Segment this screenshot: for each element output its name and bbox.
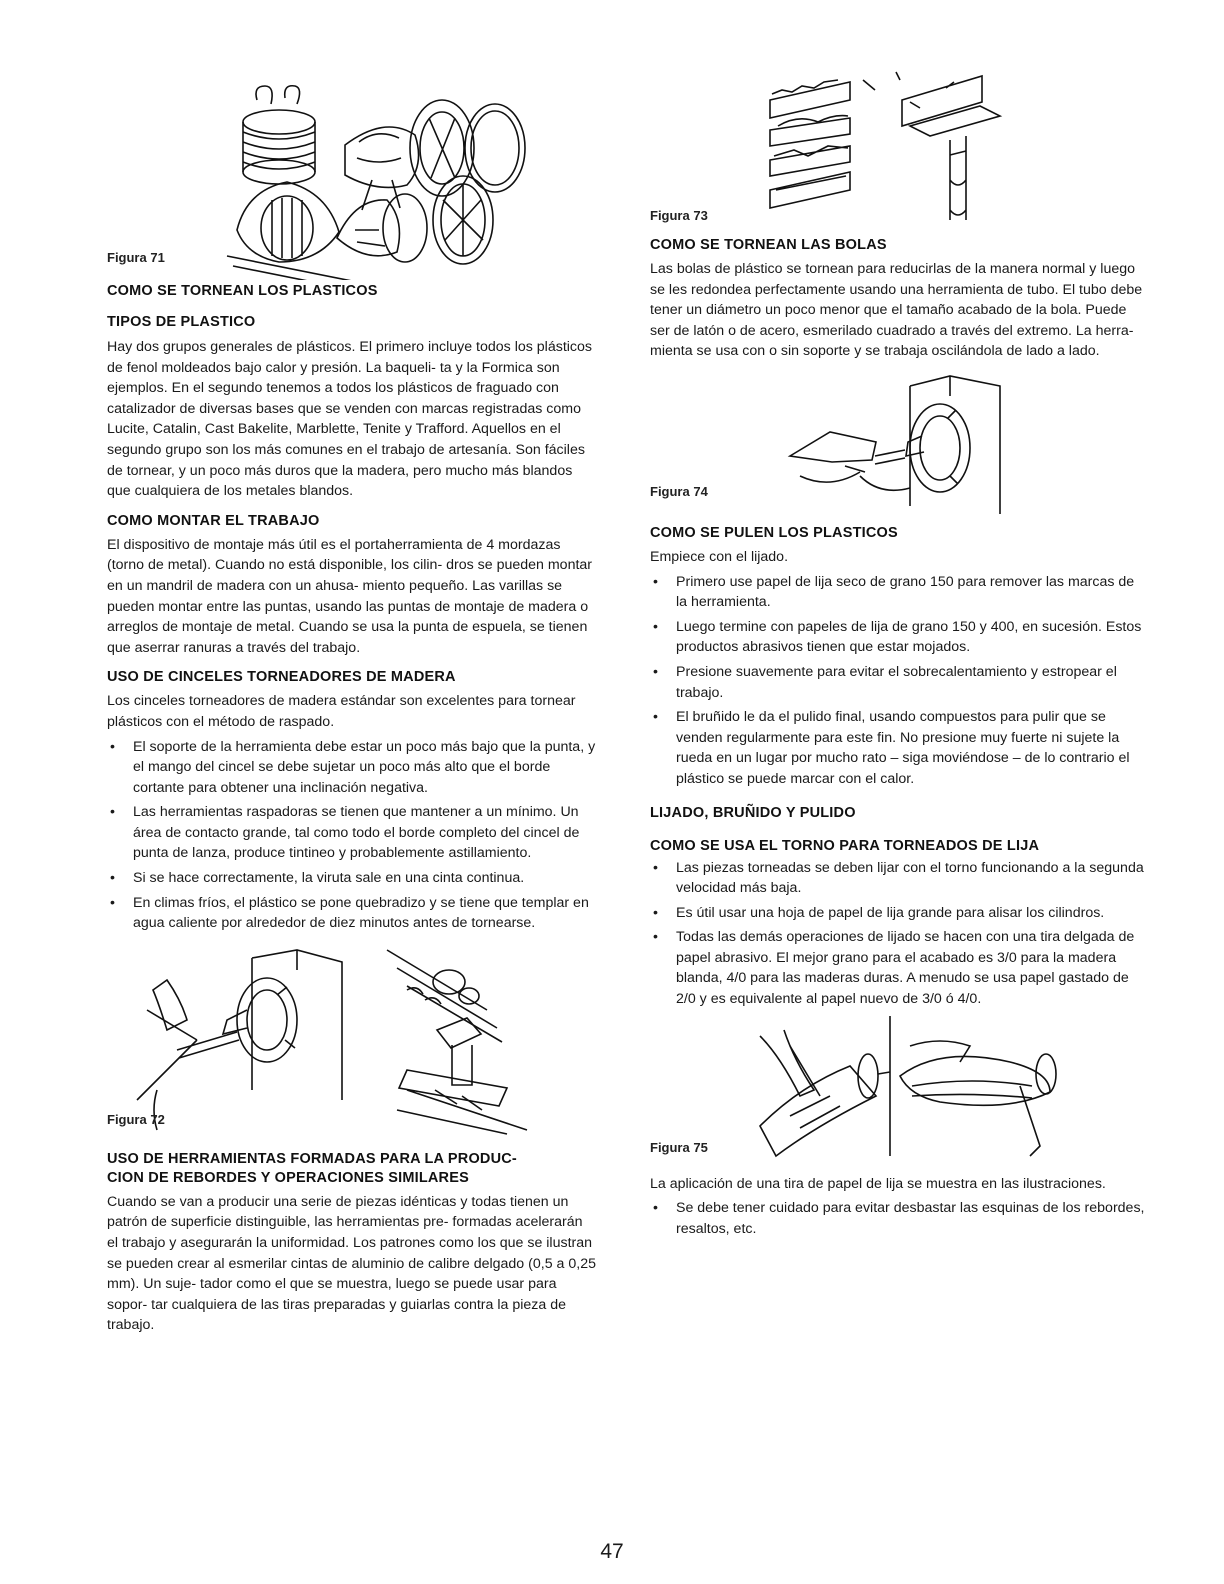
heading-herramientas-formadas-line-1: USO DE HERRAMIENTAS FORMADAS PARA LA PRODUC- <box>107 1150 517 1167</box>
heading-herramientas-formadas-line-2: CION DE REBORDES Y OPERACIONES SIMILARES <box>107 1169 469 1186</box>
paragraph-tipos-de-plastico: Hay dos grupos generales de plásticos. El primero incluye todos los plásticos de fenol moldeados bajo calor y presión. La baqueli- ta y la Formica son ejemplos. En el segundo tenemos a todos los plásticos de fraguado con catalizador de diversas bases que se venden con marcas registradas como Lucite, Catalin, Cast Bakelite, Marblette, Tenite y Trafford. Aquellos en el segundo grupo son los más comunes en el trabajo de artesanía. Son fáciles de tornear, y un poco más duros que la madera, pero mucho más blandos que cualquiera de los metales blandos. <box>107 339 592 500</box>
figure-75 <box>650 1016 1145 1166</box>
figure-72 <box>107 940 597 1138</box>
heading-uso-de-cinceles: USO DE CINCELES TORNEADORES DE MADERA <box>107 669 456 686</box>
figure-74 <box>650 366 1145 514</box>
heading-como-montar-trabajo: COMO MONTAR EL TRABAJO <box>107 512 320 529</box>
paragraph-aplicacion-tira: La aplicación de una tira de papel de lija se muestra en las ilustraciones. <box>650 1175 1106 1192</box>
figure-71-caption: Figura 71 <box>107 250 165 265</box>
right-column <box>650 60 1145 1239</box>
figure-73 <box>650 60 1145 226</box>
list-item: • Es útil usar una hoja de papel de lija grande para alisar los cilindros. <box>653 904 1105 921</box>
heading-tipos-de-plastico: TIPOS DE PLASTICO <box>107 314 256 330</box>
list-pulen <box>650 572 1145 790</box>
figure-71-illustration <box>107 60 597 280</box>
figure-72-illustration <box>107 940 597 1138</box>
left-column <box>107 60 597 1336</box>
list-item: • Las herramientas raspadoras se tienen que mantener a un mínimo. Un área de contacto grande, tal como todo el borde completo del cincel de punta de lanza, produce tintineo y probablemente astillamiento. <box>110 804 580 862</box>
list-item: • El bruñido le da el pulido final, usando compuestos para pulir que se venden regularmente para este fin. No presione muy fuerte ni sujete la rueda en un lugar por mucho rato – siga moviéndose – de lo contrario el plástico se puede marcar con el calor. <box>653 709 1130 787</box>
heading-como-se-tornean-bolas: COMO SE TORNEAN LAS BOLAS <box>650 237 887 253</box>
list-aplicacion <box>650 1198 1145 1239</box>
page-number: 47 <box>600 1540 624 1563</box>
figure-72-caption: Figura 72 <box>107 1111 165 1127</box>
heading-como-se-tornean-plasticos: COMO SE TORNEAN LOS PLASTICOS <box>107 283 378 299</box>
paragraph-como-montar-trabajo: El dispositivo de montaje más útil es el portaherramienta de 4 mordazas (torno de metal). Cuando no está disponible, los cilin- dros se pueden montar en un mandril de madera con un ahusa- miento pequeño. Las varillas se pueden montar entre las puntas, usando las puntas de montaje de madera o arreglos de montaje de metal. Cuando se usa la punta de espuela, se tienen que aserrar ranuras a través del trabajo. <box>107 536 593 656</box>
figure-71 <box>107 60 597 280</box>
paragraph-herramientas-formadas: Cuando se van a producir una serie de piezas idénticas y todas tienen un patrón de superficie distinguible, las herramientas pre- formadas acelerarán el trabajo y asegurarán la uniformidad. Los patrones como los que se ilustran se pueden crear al esmerilar cintas de aluminio de calibre delgado (0,5 a 0,25 mm). Un suje- tador como el que se muestra, luego se puede usar para sopor- tar cualquiera de las tiras preparadas y guiarlas contra la pieza de trabajo. <box>107 1193 596 1334</box>
list-item: • Si se hace correctamente, la viruta sale en una cinta continua. <box>110 870 525 887</box>
figure-73-caption: Figura 73 <box>650 208 708 223</box>
figure-74-illustration <box>650 366 1145 514</box>
figure-74-caption: Figura 74 <box>650 483 708 499</box>
paragraph-uso-de-cinceles: Los cinceles torneadores de madera estándar son excelentes para tornear plásticos con el método de raspado. <box>107 693 576 730</box>
list-item: • Las piezas torneadas se deben lijar con el torno funcionando a la segunda velocidad más baja. <box>653 859 1144 897</box>
list-item: • Se debe tener cuidado para evitar desbastar las esquinas de los rebordes, resaltos, etc. <box>653 1200 1145 1237</box>
paragraph-empiece-lijado: Empiece con el lijado. <box>650 548 789 565</box>
heading-como-se-pulen-plasticos: COMO SE PULEN LOS PLASTICOS <box>650 524 898 541</box>
list-item: • Todas las demás operaciones de lijado se hacen con una tira delgada de papel abrasivo. El mejor grano para el acabado es 3/0 para la madera blanda, 4/0 para las maderas duras. A menudo se usa papel gastado de 2/0 y es equivalente al papel nuevo de 3/0 ó 4/0. <box>653 929 1135 1008</box>
list-item: • En climas fríos, el plástico se pone quebradizo y se tiene que templar en agua caliente por alrededor de diez minutos antes de tornearse. <box>110 894 589 932</box>
figure-75-caption: Figura 75 <box>650 1139 708 1155</box>
figure-73-illustration <box>650 60 1145 226</box>
list-item: • Luego termine con papeles de lija de grano 150 y 400, en sucesión. Estos productos abrasivos tienen que estar mojados. <box>653 618 1142 656</box>
heading-lijado-brunido-pulido: LIJADO, BRUÑIDO Y PULIDO <box>650 804 856 821</box>
list-cinceles <box>107 737 597 934</box>
heading-torno-torneados-lija: COMO SE USA EL TORNO PARA TORNEADOS DE LIJA <box>650 837 1040 854</box>
list-lija <box>650 858 1145 1010</box>
figure-75-illustration <box>650 1016 1145 1166</box>
list-item: • Primero use papel de lija seco de grano 150 para remover las marcas de la herramienta. <box>653 573 1135 611</box>
list-item: • El soporte de la herramienta debe estar un poco más bajo que la punta, y el mango del cincel se debe sujetar un poco más alto que el borde cortante para obtener una inclinación negativa. <box>110 738 596 796</box>
paragraph-como-se-tornean-bolas: Las bolas de plástico se tornean para reducirlas de la manera normal y luego se les redondea perfectamente usando una herramienta de tubo. El tubo debe tener un diámetro un poco menor que el tamaño acabado de la bola. Puede ser de latón o de acero, esmerilado cuadrado a través del extremo. La herra- mienta se usa con o sin soporte y se trabaja oscilándola de lado a lado. <box>650 261 1143 360</box>
list-item: • Presione suavemente para evitar el sobrecalentamiento y estropear el trabajo. <box>653 663 1117 701</box>
